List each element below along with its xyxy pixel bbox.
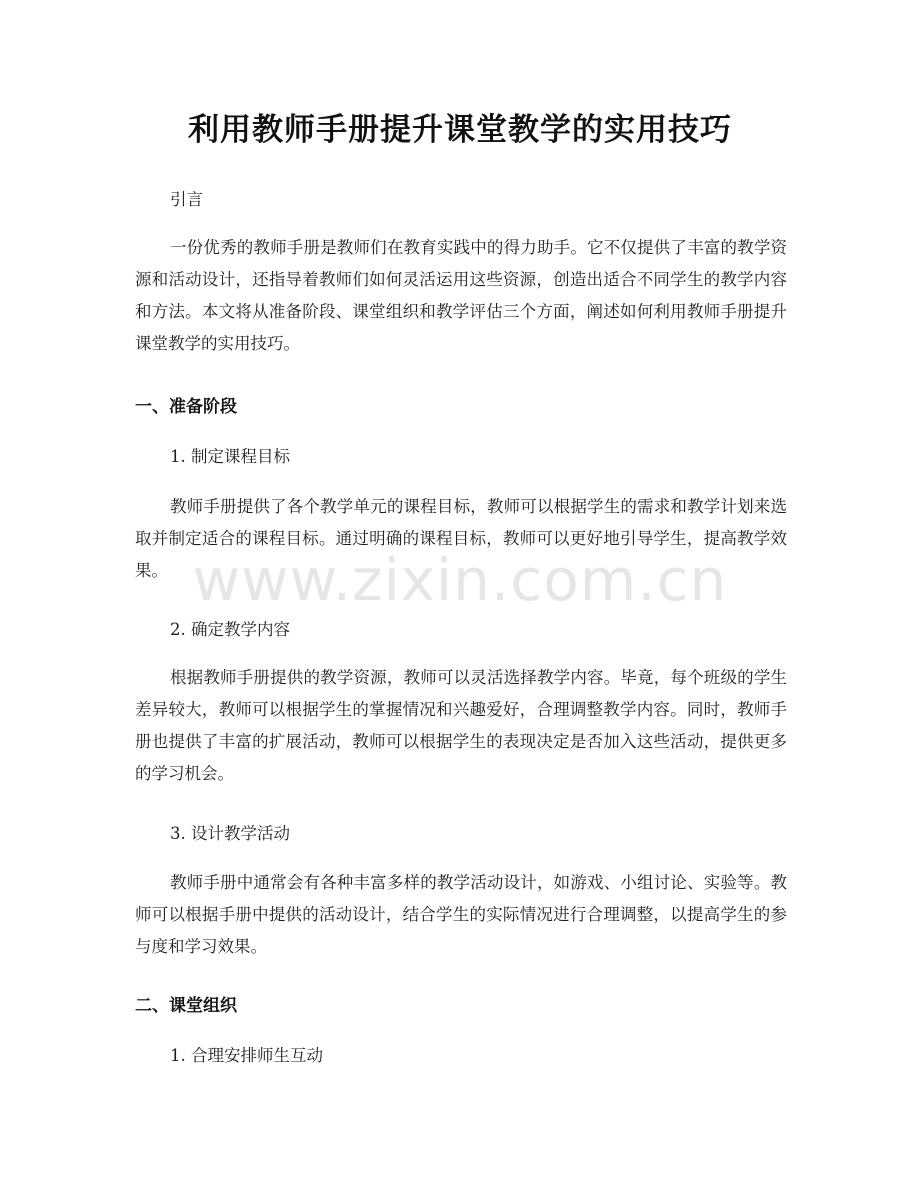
intro-label: 引言 <box>170 190 203 209</box>
subheading-interaction: 1. 合理安排师生互动 <box>170 1046 323 1065</box>
watermark: www.zixin.com.cn <box>192 546 728 614</box>
paragraph-course-goals: 教师手册提供了各个教学单元的课程目标，教师可以根据学生的需求和教学计划来选取并制定适合的课程目标。通过明确的课程目标，教师可以更好地引导学生，提高教学效果。 <box>135 497 787 580</box>
document-title: 利用教师手册提升课堂教学的实用技巧 <box>188 112 732 148</box>
subheading-course-goals: 1. 制定课程目标 <box>170 447 290 466</box>
subheading-teaching-activities: 3. 设计教学活动 <box>170 824 290 843</box>
intro-paragraph: 一份优秀的教师手册是教师们在教育实践中的得力助手。它不仅提供了丰富的教学资源和活动设计，还指导着教师们如何灵活运用这些资源，创造出适合不同学生的教学内容和方法。本文将从准备阶段、课堂组织和教学评估三个方面，阐述如何利用教师手册提升课堂教学的实用技巧。 <box>135 238 787 353</box>
subheading-teaching-content: 2. 确定教学内容 <box>170 620 290 639</box>
paragraph-teaching-content: 根据教师手册提供的教学资源，教师可以灵活选择教学内容。毕竟，每个班级的学生差异较大，教师可以根据学生的掌握情况和兴趣爱好，合理调整教学内容。同时，教师手册也提供了丰富的扩展活动，教师可以根据学生的表现决定是否加入这些活动，提供更多的学习机会。 <box>135 668 787 783</box>
section-heading-preparation: 一、准备阶段 <box>135 397 237 417</box>
section-heading-classroom: 二、课堂组织 <box>135 996 237 1016</box>
paragraph-teaching-activities: 教师手册中通常会有各种丰富多样的教学活动设计，如游戏、小组讨论、实验等。教师可以根据手册中提供的活动设计，结合学生的实际情况进行合理调整，以提高学生的参与度和学习效果。 <box>135 873 787 956</box>
